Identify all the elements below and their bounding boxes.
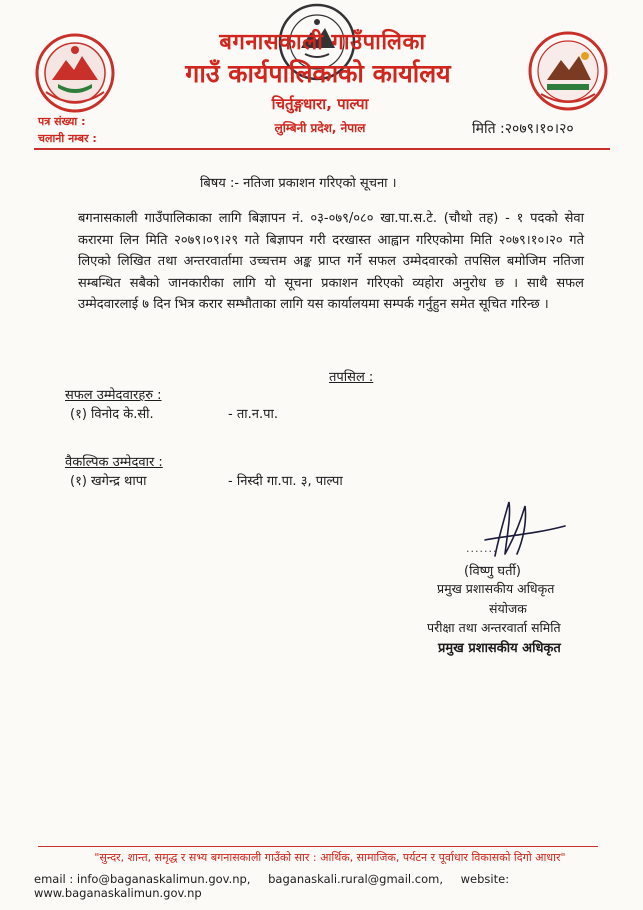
municipality-logo-icon — [527, 30, 609, 112]
org-name: बगनासकाली गाउँपालिका — [219, 30, 426, 55]
signature-dots: ....... — [466, 542, 498, 555]
footer-slogan: "सुन्दर, शान्त, समृद्ध र सभ्य बगनासकाली गाउँको सार : आर्थिक, सामाजिक, पर्यटन र पूर्वाधार विकासको दिगो आधार" — [94, 851, 566, 864]
signatory-title: प्रमुख प्रशासकीय अधिकृत — [437, 581, 555, 596]
footer-divider — [38, 846, 598, 847]
footer-contact — [34, 872, 639, 900]
notice-paragraph: बगनासकाली गाउँपालिकाका लागि बिज्ञापन नं. ०३-०७९/०८० खा.पा.स.टे. (चौथो तह) - १ पदको सेवा करारमा लिन मिति २०७९।०९।२९ गते बिज्ञापन गरी दरखास्त आह्वान गरिएकोमा मिति २०७९।१०।२० गते लिएको लिखित तथा अन्तरवार्तामा उच्चत्तम अङ्क प्राप्त गर्ने सफल उम्मेदवारको तपसिल बमोजिम नतिजा सम्बन्धित सबैको जानकारीका लागि यो सूचना प्रकाशन गरिएको व्यहोरा अनुरोध छ । साथै सफल उम्मेदवारलाई ७ दिन भित्र करार सम्भौताका लागि यस कार्यालयमा सम्पर्क गर्नुहुन समेत सूचित गरिन्छ । — [78, 211, 584, 312]
handwritten-signature — [465, 496, 575, 566]
successful-candidate-name: (१) विनोद के.सी. — [70, 407, 154, 422]
address-line-1: चिर्तुङ्गधारा, पाल्पा — [271, 95, 369, 113]
official-stamp-text: प्रमुख प्रशासकीय अधिकृत — [438, 641, 561, 656]
signatory-role: संयोजक — [489, 601, 527, 616]
nepal-emblem-icon — [34, 32, 116, 114]
successful-candidate-address: - ता.न.पा. — [228, 407, 278, 422]
address-line-2: लुम्बिनी प्रदेश, नेपाल — [274, 121, 366, 135]
alternate-candidate-address: - निस्दी गा.पा. ३, पाल्पा — [228, 474, 343, 489]
details-heading-text: तपसिल : — [329, 370, 374, 385]
details-heading — [329, 367, 373, 385]
office-name: गाउँ कार्यपालिकाको कार्यालय — [185, 59, 451, 88]
footer-email-2: baganaskali.rural@gmail.com, — [268, 872, 443, 886]
dispatch-number-label: चलानी नम्बर : — [38, 132, 97, 145]
signatory-name: (विष्णु घर्ती) — [464, 564, 521, 579]
footer-email: email : info@baganaskalimun.gov.np, — [34, 872, 251, 886]
footer-website: website: www.baganaskalimun.gov.np — [34, 872, 510, 900]
successful-candidates-heading: सफल उम्मेदवारहरु : — [65, 388, 162, 403]
reference-number-label: पत्र संख्या : — [38, 115, 86, 128]
signatory-committee: परीक्षा तथा अन्तरवार्ता समिति — [427, 620, 561, 635]
subject-line: बिषय :- नतिजा प्रकाशन गरिएको सूचना । — [200, 176, 397, 191]
header-divider — [34, 148, 610, 150]
date-label: मिति :२०७९।१०।२० — [472, 121, 574, 137]
alternate-candidate-heading: वैकल्पिक उम्मेदवार : — [65, 455, 163, 470]
alternate-candidate-name: (१) खगेन्द्र थापा — [70, 474, 147, 489]
